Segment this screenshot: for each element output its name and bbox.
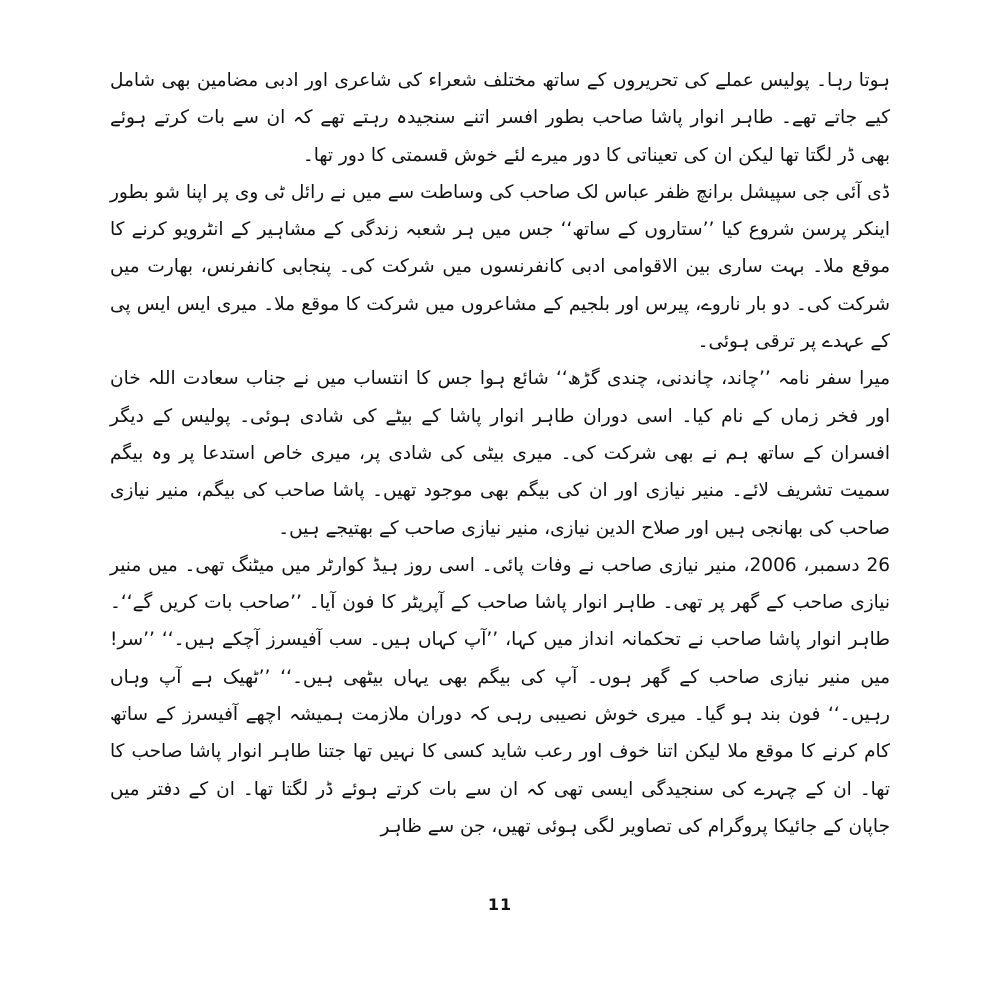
paragraph-2: ڈی آئی جی سپیشل برانچ ظفر عباس لک صاحب کی وساطت سے میں نے رائل ٹی وی پر اپنا شو بطور اینکر پرسن شروع کیا ’’ستاروں کے ساتھ‘‘ جس میں ہر شعبہ زندگی کے مشاہیر کے انٹرویو کرنے کا موقع ملا۔ بہت ساری بین الاقوامی ادبی کانفرنسوں میں شرکت کی۔ پنجابی کانفرنس، بھارت میں شرکت کی۔ دو بار ناروے، پیرس اور بلجیم کے مشاعروں میں شرکت کا موقع ملا۔ میری ایس ایس پی کے عہدے پر ترقی ہوئی۔ bbox=[110, 181, 890, 353]
paragraph-3: میرا سفر نامہ ’’چاند، چاندنی، چندی گڑھ‘‘ شائع ہوا جس کا انتساب میں نے جناب سعادت اللہ خان اور فخر زماں کے نام کیا۔ اسی دوران طاہر انوار پاشا کے بیٹے کی شادی ہوئی۔ پولیس کے دیگر افسران کے ساتھ ہم نے بھی شرکت کی۔ میری بیٹی کی شادی پر، میری خاص استدعا پر وہ بیگم سمیت تشریف لائے۔ منیر نیازی اور ان کی بیگم بھی موجود تھیں۔ پاشا صاحب کی بیگم، منیر نیازی صاحب کی بھانجی ہیں اور صلاح الدین نیازی، منیر نیازی صاحب کے بھتیجے ہیں۔ bbox=[110, 368, 890, 539]
page-number: 11 bbox=[487, 895, 513, 914]
urdu-text-block bbox=[110, 62, 890, 845]
paragraph-4: 26 دسمبر، 2006، منیر نیازی صاحب نے وفات پائی۔ اسی روز ہیڈ کوارٹر میں میٹنگ تھی۔ میں منیر نیازی صاحب کے گھر پر تھی۔ طاہر انوار پاشا صاحب کے آپریٹر کا فون آیا۔ ’’صاحب بات کریں گے‘‘۔ طاہر انوار پاشا صاحب نے تحکمانہ انداز میں کہا، ’’آپ کہاں ہیں۔ سب آفیسرز آچکے ہیں۔‘‘ ’’سر! میں منیر نیازی صاحب کے گھر ہوں۔ آپ کی بیگم بھی یہاں بیٹھی ہیں۔‘‘ ’’ٹھیک ہے آپ وہاں رہیں۔‘‘ فون بند ہو گیا۔ میری خوش نصیبی رہی کہ دوران ملازمت ہمیشہ اچھے آفیسرز کے ساتھ کام کرنے کا موقع ملا لیکن اتنا خوف اور رعب شاید کسی کا نہیں تھا جتنا طاہر انوار پاشا صاحب کا تھا۔ ان کے چہرے کی سنجیدگی ایسی تھی کہ ان سے بات کرتے ہوئے ڈر لگتا تھا۔ ان کے دفتر میں جاپان کے جائیکا پروگرام کی تصاویر لگی ہوئی تھیں، جن سے ظاہر bbox=[110, 554, 890, 837]
paragraph-1: ہوتا رہا۔ پولیس عملے کی تحریروں کے ساتھ مختلف شعراء کی شاعری اور ادبی مضامین بھی شامل کیے جاتے تھے۔ طاہر انوار پاشا صاحب بطور افسر اتنے سنجیدہ رہتے تھے کہ ان سے بات کرتے ہوئے بھی ڈر لگتا تھا لیکن ان کی تعیناتی کا دور میرے لئے خوش قسمتی کا دور تھا۔ bbox=[110, 70, 890, 166]
